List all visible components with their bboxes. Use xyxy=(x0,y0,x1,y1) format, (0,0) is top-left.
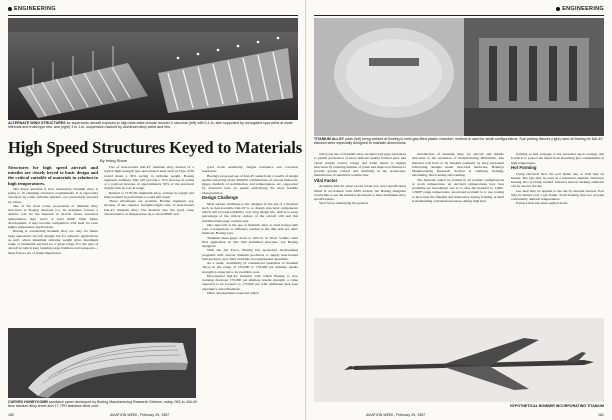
article-headline: High Speed Structures Keyed to Materials xyxy=(8,138,303,157)
subhead-hot-forming: Hot Forming xyxy=(511,165,537,171)
article-column-4: will boost use of titanium alloy are improved gage tolerances to permit production of more uniform quality formed parts and closer weight control, longer and wider sheets to lighten structures by reducing number of joints and improved fixtures to provide greater control and reliability in the production, manufacture of sandwich construction. Vital Factor Available 6Al-4V sheet stocks retain low steel specification limits in accordance with AMS 2242A, but Boeing designers would like to see the material developed to meet aluminum alloy specifications. Vital factor underlying the general xyxy=(314,152,406,206)
article-column-2: Use of heat-treated 6Al-4V titanium alloy instead of a typical high-strength type heat-treated steel such as Type 4130 would mean a 30% saving in airframe weight, Boeing engineers estimate. This will provide a 15% increase in radius or a payload increase of approximately 30% of the structural weight with no loss in range. Related to 7178-T6 aluminum alloy, savings in weight and improvement in performance would still result. These advantages are possible, Boeing engineers say, because of the superior strength/weight ratio of heat-treated 6Al-4V titanium alloy. The material also has good creep characteristics at temperatures up to about 800F, and xyxy=(104,165,194,216)
article-column-3: good notch sensitivity, fatigue resistance and corrosion resistance. Boeing's proposed use of 6Al-4V stems from a wealth of design studies involving about 300,000 combinations of various materials, gages, methods of stabilization, and temperatures, etc., supported by structural tests on panels embodying the most feasible characteristics. Design Challenge Most serious challenge to the designer in the use of a material such as heat-treatable 6Al-4V is to design structural components which will provide reliability over long design life. Aim is to keep percentage of the critical surface of the aircraft still and this stabilized thin-gage construction. One approach is the use of titanium alloy or steel honeycomb core. Corrugations or stiffeners welded to the thin skin are other methods. Boeing says. Titanium sheet-gages down to .005 in. in 36-in. widths could find application in this thin stabilized structure, say Boeing designers. With the Air Force, Boeing has sponsored development programs with various titanium producers to supply heat-treated mill products, now fully available in experimental quantities. As a result, availability of commercial quantities of titanium alloys in the range of 150,000 to 170,000 psi ultimate tensile strength is expected to be available soon. Heat-treated 6Al-4V material with which Boeing is now working develops 170,000 psi ultimate tensile strength; a value expected to be boosted to 175,000 psi with additional heat-treat experience and refinement. Other developments expected which xyxy=(202,165,298,295)
subhead-design-challenge: Design Challenge xyxy=(202,195,239,201)
left-page-number: 180 xyxy=(8,413,14,417)
right-section-header: ENGINEERING xyxy=(556,6,604,12)
bomber-caption: HYPOTHETICAL BOMBER INCORPORATING TITANIUM xyxy=(509,404,604,408)
titanium-welding-caption: TITANIUM ALLOY parts (left) being welded at Boeing in inert-gas-filled plastic chamber; method is used for small configurations. Sub parting fixtures (right) used at Boeing for 6Al-4V titanium were especially designed to maintain dimensions. xyxy=(314,137,603,146)
wing-structures-caption: ALTERNATE WING STRUCTURES for supersonic aircraft exposed to high heat rates include Inconel-X structure (left) with 0.1-in. skin supported by corrugated spar webs at close intervals and truss-type ribs, and (right) 4 to 1-in. suspension backed by aluminum alloy webs and ribs. xyxy=(8,121,293,130)
left-footer: AVIATION WEEK, February 25, 1957 xyxy=(110,413,170,417)
titanium-welding-photo xyxy=(314,18,604,136)
right-page xyxy=(306,0,612,420)
article-column-1: Structures for high speed aircraft and missiles are closely keyed to basic design and the critical variable of materials in relation to high temperatures. One major question is how extensively titanium alloy is going to fit changing structural requirements. It is rigorously advanced by some airframe builders, not particularly stressed by others. One of the most active proponents of titanium alloy structures is Boeing Airplane Co. Its designers foresee a distinct role for the material in aircraft where structural temperatures may reach at least 600F. With future development, it may become competitive with steel for even higher temperature applications. Boeing is considering titanium alloy not only for future large supersonic aircraft designs but for subsonic applications as well, where minimum airframe weight gives maximum range or maximum payload for a given range. For the type of aircraft in which long loitering-large bombers and transports—these factors are of prime importance. xyxy=(8,165,98,255)
article-column-5: introduction of titanium alloy for aircraft and missile structures is the resolution of manufacturing difficulties. The material will have to be handled routinely by shop personnel fabricating designs under structural hardware. Boeing's Manufacturing Research Section is studying forming, machining, heat treating and welding. The material cannot be formed in all normal configurations at room temperature. At elevated temperatures how best problems are introduced; one is to raise the material to 1,000–1,300F range temperature; associated problem is to use tooling to heat-treat the finished and maintain it during forming. A third is maintaining oversized tolerances during high heat xyxy=(412,152,504,203)
header-rule xyxy=(8,15,298,16)
article-byline: By Irving Stone xyxy=(100,158,128,163)
wing-structures-photo xyxy=(8,18,298,120)
honeycomb-panel-photo xyxy=(8,328,196,398)
hypothetical-bomber-photo xyxy=(314,318,604,402)
article-column-6: forming so that warpage is not excessive upon cooling, and fourth is to protect the metal from absorbing gas contaminants at high temperature. Hot Forming Using electrical heat, the part blank, die, or both may be heated. The part may be used as a resistance element. Induction heating also is being studied. Infrared electric heating elements can be used in the die. Gas heat may be applied to the die by internal burners. Part may be heated over a gas flame. Torch heating does not provide consistently uniform temperatures. Furnace heat has been applied in the xyxy=(511,152,604,206)
left-section-header: ENGINEERING xyxy=(8,6,56,12)
subhead-vital-factor: Vital Factor xyxy=(314,178,338,183)
right-page-number: 181 xyxy=(598,413,604,417)
header-rule xyxy=(314,15,604,16)
right-footer: AVIATION WEEK, February 25, 1957 xyxy=(366,413,426,417)
bullet-icon xyxy=(556,7,560,11)
honeycomb-caption: CURVED HONEYCOMB sandwich panel developed by Boeing Manufacturing Research Division, using .052-in. 6Al-4V face titanium alloy sheet and 17-7PH stainless steel core. xyxy=(8,400,198,409)
bullet-icon xyxy=(8,7,12,11)
